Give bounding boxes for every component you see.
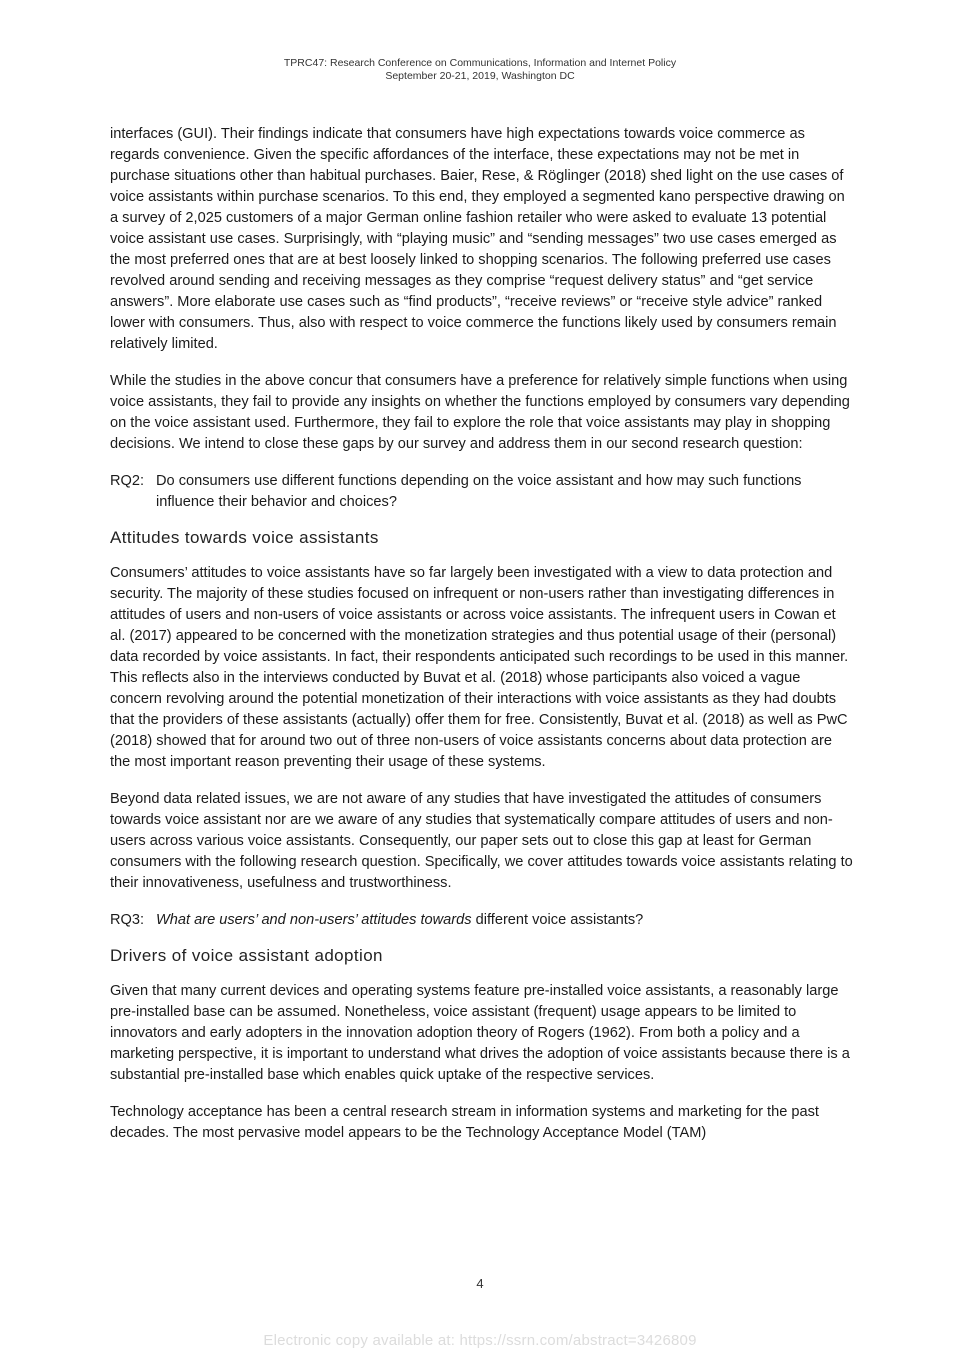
rq-label: RQ3: <box>110 912 145 928</box>
conference-title: TPRC47: Research Conference on Communications, Information and Internet Policy <box>283 57 677 69</box>
conference-date: September 20-21, 2019, Washington DC <box>385 70 575 82</box>
paragraph: interfaces (GUI). Their findings indicate that consumers have high expectations towards voice commerce as regards convenience. Given the specific affordances of the interface, these expectations may not be met in purchase situations other than habitual purchases. Baier, Rese, & Röglinger (2018) shed light on the use cases of voice assistants within purchase scenarios. To this end, they employed a segmented kano perspective drawing on a survey of 2,025 customers of a major German online fashion retailer who were asked to evaluate 13 potential voice assistant use cases. Surprisingly, with “playing music” and “sending messages” two use cases emerged as the most preferred ones that are at best loosely linked to shopping scenarios. The following preferred use cases revolved around sending and receiving messages as they comprise “request delivery status” and “get service answers”. More elaborate use cases such as “find products”, “receive reviews” or “receive style advice” ranked lower with consumers. Thus, also with respect to voice commerce the functions likely used by consumers remain relatively limited. <box>110 126 845 352</box>
paragraph: Beyond data related issues, we are not aware of any studies that have investigated the attitudes of consumers towards voice assistant nor are we aware of any studies that systematically compare attitudes of users and non-users across various voice assistants. Consequently, our paper sets out to close this gap at least for German consumers with the following research question. Specifically, we cover attitudes towards voice assistants relating to their innovativeness, usefulness and trustworthiness. <box>110 791 853 891</box>
page-number: 4 <box>476 1276 484 1291</box>
rq-text <box>156 910 855 931</box>
paragraph: While the studies in the above concur that consumers have a preference for relatively simple functions when using voice assistants, they fail to provide any insights on whether the functions employed by consumers vary depending on the voice assistant used. Furthermore, they fail to explore the role that voice assistants may play in shopping decisions. We intend to close these gaps by our survey and address them in our second research question: <box>110 373 850 452</box>
rq-text: Do consumers use different functions depending on the voice assistant and how may such functions influence their behavior and choices? <box>156 473 802 510</box>
research-question-3 <box>110 910 855 931</box>
paragraph: Technology acceptance has been a central research stream in information systems and marketing for the past decades. The most pervasive model appears to be the Technology Acceptance Model (TAM) <box>110 1104 819 1141</box>
paragraph: Consumers’ attitudes to voice assistants have so far largely been investigated with a view to data protection and security. The majority of these studies focused on infrequent or non-users rather than investigating differences in attitudes of users and non-users of voice assistants or across voice assistants. The infrequent users in Cowan et al. (2017) appeared to be concerned with the monetization strategies and thus potential usage of their (personal) data recorded by voice assistants. In fact, their respondents anticipated such recordings to be used in this manner. This reflects also in the interviews conducted by Buvat et al. (2018) whose participants also voiced a vague concern revolving around the potential monetization of their interactions with voice assistants as they had doubts that the providers of these assistants (actually) offer them for free. Consistently, Buvat et al. (2018) as well as PwC (2018) showed that for around two out of three non-users of voice assistants concerns about data protection are the most important reason preventing their usage of these systems. <box>110 565 849 770</box>
body-text <box>110 124 855 1160</box>
section-heading-attitudes: Attitudes towards voice assistants <box>110 528 379 547</box>
section-heading-drivers: Drivers of voice assistant adoption <box>110 946 383 965</box>
rq-plain-text: different voice assistants? <box>471 912 644 928</box>
rq-label: RQ2: <box>110 473 145 489</box>
rq-italic-text: What are users’ and non-users’ attitudes towards <box>156 912 472 928</box>
research-question-2 <box>110 471 855 513</box>
paragraph: Given that many current devices and operating systems feature pre-installed voice assistants, a reasonably large pre-installed base can be assumed. Nonetheless, voice assistant (frequent) usage appears to be limited to innovators and early adopters in the innovation adoption theory of Rogers (1962). From both a policy and a marketing perspective, it is important to understand what drives the adoption of voice assistants because there is a substantial pre-installed base which enables quick uptake of the respective services. <box>110 983 850 1083</box>
ssrn-footer: Electronic copy available at: https://ssrn.com/abstract=3426809 <box>263 1332 697 1349</box>
page-header <box>0 57 960 83</box>
